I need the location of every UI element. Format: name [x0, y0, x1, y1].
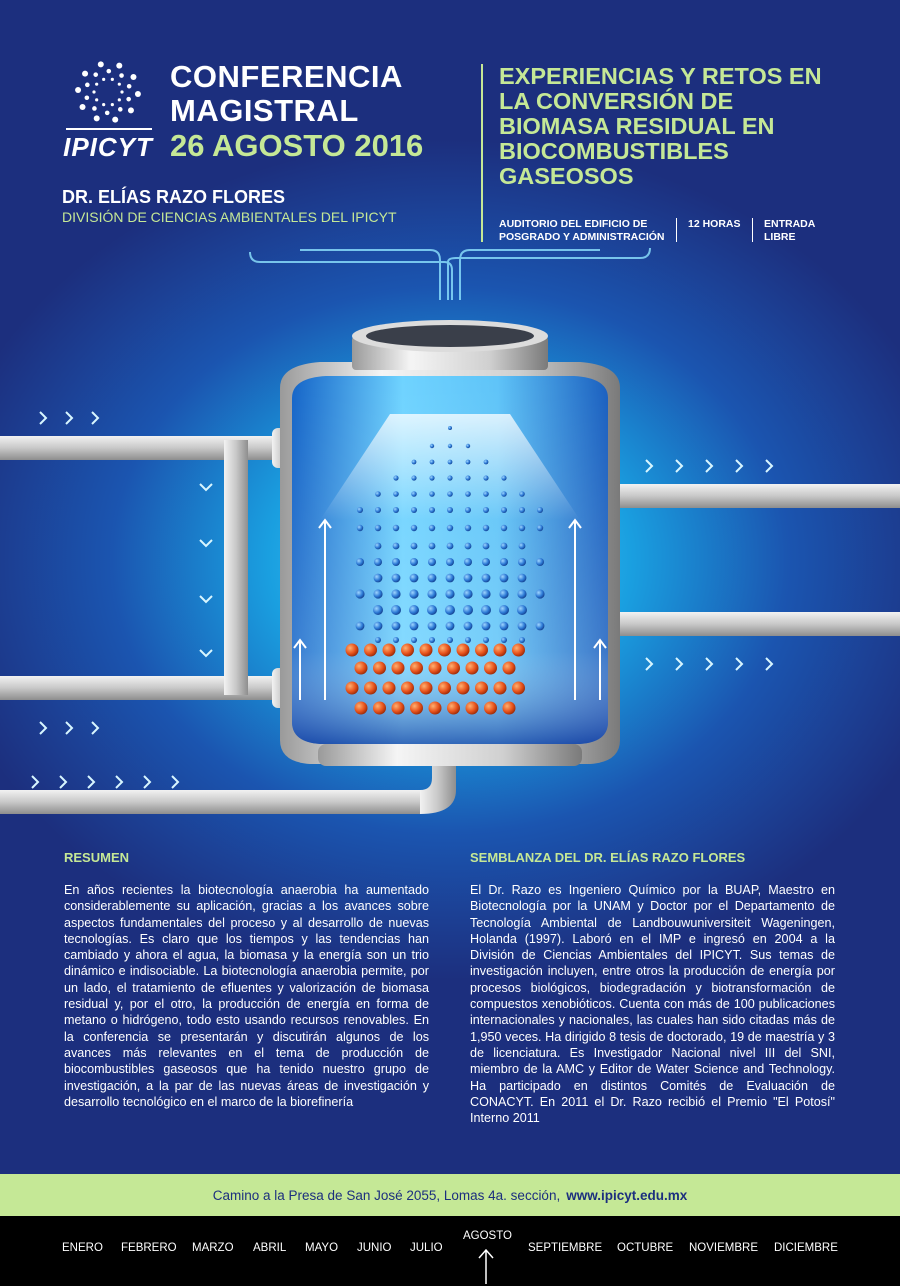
info-separator — [752, 218, 753, 242]
gas-bubble — [374, 574, 383, 583]
logo-dot — [118, 83, 121, 86]
gas-bubble — [518, 622, 527, 631]
gas-bubble — [501, 507, 507, 513]
gas-bubble — [501, 475, 506, 480]
gas-bubble — [430, 460, 435, 465]
gas-bubble — [500, 622, 509, 631]
month-enero: ENERO — [62, 1242, 103, 1254]
entry-info — [764, 218, 815, 244]
gas-bubble — [412, 460, 417, 465]
gas-bubble — [536, 558, 544, 566]
biomass-particle — [447, 702, 460, 715]
gas-bubble — [482, 574, 491, 583]
logo-dot — [82, 71, 88, 77]
biomass-particle — [410, 702, 423, 715]
gas-bubble — [483, 475, 488, 480]
logo-dot — [106, 69, 111, 74]
gas-bubble — [393, 507, 399, 513]
gas-bubble — [535, 589, 544, 598]
venue-line1: AUDITORIO DEL EDIFICIO DE — [499, 218, 648, 230]
header-divider — [481, 64, 483, 242]
biomass-particle — [346, 644, 359, 657]
gas-bubble — [448, 460, 453, 465]
gas-bubble — [393, 475, 398, 480]
biomass-particle — [410, 662, 423, 675]
gas-bubble — [373, 605, 383, 615]
biomass-particle — [373, 662, 386, 675]
gas-bubble — [463, 589, 472, 598]
gas-bubble — [411, 543, 418, 550]
gas-bubble — [393, 525, 399, 531]
gas-bubble — [428, 574, 437, 583]
gas-bubble — [481, 589, 490, 598]
logo-dot — [92, 106, 97, 111]
logo-dot — [130, 74, 136, 80]
logo-dot — [102, 78, 105, 81]
gas-bubble — [429, 637, 435, 643]
gas-bubble — [483, 637, 489, 643]
gas-bubble — [393, 491, 399, 497]
conference-label-line2: MAGISTRAL — [170, 93, 359, 128]
logo-dot — [98, 61, 104, 67]
logo-dot — [118, 98, 121, 101]
gas-bubble — [392, 574, 401, 583]
biomass-particle — [438, 682, 451, 695]
gas-bubble — [463, 605, 473, 615]
gas-bubble — [483, 507, 489, 513]
biomass-particle — [503, 702, 516, 715]
logo-dot — [111, 78, 114, 81]
talk-title: EXPERIENCIAS Y RETOS EN LA CONVERSIÓN DE BIOMASA RESIDUAL EN BIOCOMBUSTIBLES GASEOSOS — [499, 63, 822, 189]
gas-bubble — [410, 574, 419, 583]
gas-bubble — [483, 543, 490, 550]
logo-dot — [105, 111, 110, 116]
biomass-particle — [438, 644, 451, 657]
info-separator — [676, 218, 677, 242]
biomass-particle — [401, 682, 414, 695]
gas-bubble — [483, 525, 489, 531]
gas-bubble — [430, 444, 434, 448]
biomass-particle — [364, 682, 377, 695]
gas-bubble — [427, 589, 436, 598]
gas-bubble — [411, 491, 417, 497]
biomass-particle — [466, 662, 479, 675]
gas-bubble — [445, 589, 454, 598]
gas-bubble — [517, 605, 527, 615]
logo-dot — [85, 83, 90, 88]
gas-bubble — [411, 637, 417, 643]
biomass-particle — [401, 644, 414, 657]
gas-bubble — [411, 507, 417, 513]
biomass-particle — [429, 662, 442, 675]
logo-dot — [95, 83, 98, 86]
biomass-particle — [512, 682, 525, 695]
gas-bubble — [465, 543, 472, 550]
gas-bubble — [519, 525, 525, 531]
gas-bubble — [519, 543, 526, 550]
entry-line1: ENTRADA — [764, 218, 816, 230]
gas-bubble — [482, 622, 491, 631]
gas-bubble — [375, 525, 381, 531]
gas-bubble — [448, 444, 452, 448]
gas-bubble — [429, 491, 435, 497]
gas-bubble — [465, 637, 471, 643]
gas-bubble — [519, 507, 525, 513]
venue-line2: POSGRADO Y ADMINISTRACIÓN — [499, 231, 665, 243]
gas-bubble — [373, 589, 382, 598]
biomass-particle — [346, 682, 359, 695]
gas-bubble — [410, 622, 419, 631]
event-date: 26 AGOSTO 2016 — [170, 128, 424, 163]
gas-bubble — [466, 460, 471, 465]
gas-bubble — [357, 507, 363, 513]
gas-bubble — [499, 589, 508, 598]
gas-bubble — [375, 543, 382, 550]
gas-bubble — [447, 637, 453, 643]
month-noviembre: NOVIEMBRE — [689, 1242, 759, 1254]
speaker-division: DIVISIÓN DE CIENCIAS AMBIENTALES DEL IPICYT — [62, 209, 397, 225]
logo-dot — [111, 103, 114, 106]
gas-bubble — [446, 574, 455, 583]
logo-dot — [112, 117, 118, 123]
gas-bubble — [409, 589, 418, 598]
gas-bubble — [375, 637, 381, 643]
biomass-particle — [503, 662, 516, 675]
gas-bubble — [429, 507, 435, 513]
gas-bubble — [537, 525, 543, 531]
gas-bubble — [356, 622, 365, 631]
logo-dot — [75, 87, 81, 93]
gas-bubble — [499, 605, 509, 615]
biomass-particle — [512, 644, 525, 657]
month-febrero: FEBRERO — [121, 1242, 177, 1254]
gas-bubble — [429, 543, 436, 550]
gas-bubble — [374, 558, 382, 566]
gas-bubble — [465, 491, 471, 497]
gas-bubble — [483, 491, 489, 497]
gas-bubble — [355, 589, 364, 598]
gas-bubble — [519, 491, 525, 497]
gas-bubble — [391, 589, 400, 598]
biomass-particle — [392, 702, 405, 715]
gas-bubble — [501, 525, 507, 531]
months-timeline — [0, 1216, 900, 1286]
entry-line2: LIBRE — [764, 231, 796, 243]
gas-bubble — [536, 622, 545, 631]
gas-bubble — [375, 491, 381, 497]
speaker-name: DR. ELÍAS RAZO FLORES — [62, 187, 286, 207]
logo-dot — [126, 97, 131, 102]
gas-bubble — [484, 460, 489, 465]
semblanza-text: El Dr. Razo es Ingeniero Químico por la BUAP, Maestro en Biotecnología por la UNAM y Doctor por el Departamento de Tecnología Ambiental de Landbouwuniversiteit Wageningen, Holanda (1997). Laboró en el IMP e ingresó en 2004 a la División de Ciencias Ambientales del IPICYT. Sus temas de investigación incluyen, entre otros la producción de energía por procesos biológicos, biodegradación y biotransformación de compuestos xenobióticos. Cuenta con más de 100 publicaciones internacionales y nacionales, las cuales han sido citadas más de 1,950 veces. Ha dirigido 8 tesis de doctorado, 19 de maestría y 3 de licenciatura. Es Investigador Nacional nivel III del SNI, miembro de la AMC y Editor de Water Science and Technology. Ha participado en distintos Comités de Evaluación de CONACYT. En 2011 el Dr. Razo recibió el Premio "El Potosí" Interno 2011 — [470, 883, 835, 1126]
gas-bubble — [517, 589, 526, 598]
gas-bubble — [375, 507, 381, 513]
logo-dot — [135, 91, 141, 97]
biomass-particle — [475, 644, 488, 657]
logo-text: IPICYT — [63, 132, 153, 162]
gas-bubble — [391, 605, 401, 615]
gas-bubble — [465, 525, 471, 531]
gas-bubble — [464, 622, 473, 631]
biomass-particle — [364, 644, 377, 657]
month-mayo: MAYO — [305, 1242, 339, 1254]
gas-bubble — [482, 558, 490, 566]
biomass-particle — [475, 682, 488, 695]
logo-dot — [92, 90, 95, 93]
gas-bubble — [518, 558, 526, 566]
biomass-particle — [447, 662, 460, 675]
biomass-particle — [420, 644, 433, 657]
spiral-dots-icon — [62, 58, 154, 128]
gas-bubble — [411, 525, 417, 531]
month-marzo: MARZO — [192, 1242, 234, 1254]
gas-bubble — [448, 426, 452, 430]
biomass-particle — [355, 702, 368, 715]
address-bar — [0, 1174, 900, 1216]
gas-bubble — [447, 491, 453, 497]
biomass-particle — [429, 702, 442, 715]
gas-bubble — [501, 637, 507, 643]
logo-dot — [94, 115, 100, 121]
month-octubre: OCTUBRE — [617, 1242, 674, 1254]
logo-dot — [119, 73, 124, 78]
gas-bubble — [518, 574, 527, 583]
gas-bubble — [500, 558, 508, 566]
logo-dot — [120, 90, 123, 93]
gas-bubble — [501, 491, 507, 497]
gas-bubble — [481, 605, 491, 615]
month-septiembre: SEPTIEMBRE — [528, 1242, 603, 1254]
gas-bubble — [410, 558, 418, 566]
biomass-particle — [457, 682, 470, 695]
gas-bubble — [500, 574, 509, 583]
logo-dot — [93, 72, 98, 77]
gas-bubble — [429, 525, 435, 531]
biomass-particle — [494, 644, 507, 657]
gas-bubble — [429, 475, 434, 480]
logo-dot — [116, 63, 122, 69]
ipicyt-logo — [62, 58, 154, 168]
gas-bubble — [392, 622, 401, 631]
gas-bubble — [446, 558, 454, 566]
resumen-text: En años recientes la biotecnología anaerobia ha aumentado considerablemente su aplicación, gracias a los avances sobre aspectos fundamentales del proceso y al desarrollo de nuevas tecnologías. Es claro que los tiempos y las tendencias han cambiado y ahora el agua, la biomasa y la energía son un trio dinámico e indisociable. La biotecnología anaerobia permite, por un lado, el tratamiento de efluentes y valorización de biomasa residual y, por el otro, la producción de energía en forma de metano o hidrógeno, todo esto usando recursos renovables. En la conferencia se presentarán y discutirán algunos de los avances más relevantes en el tema de producción de biocombustibles gaseosos que ha tenido nuestro grupo de investigación, a la par de las nuevas áreas de investigación y desarrollo tecnológico en el marco de la biorefinería — [64, 883, 429, 1109]
gas-bubble — [374, 622, 383, 631]
gas-bubble — [447, 525, 453, 531]
biomass-particle — [373, 702, 386, 715]
venue — [499, 218, 665, 244]
gas-bubble — [393, 637, 399, 643]
biomass-particle — [383, 644, 396, 657]
gas-bubble — [464, 574, 473, 583]
website-link[interactable]: www.ipicyt.edu.mx — [566, 1187, 688, 1203]
month-diciembre: DICIEMBRE — [774, 1242, 838, 1254]
gas-bubble — [356, 558, 364, 566]
logo-dot — [85, 95, 90, 100]
gas-bubble — [411, 475, 416, 480]
logo-dot — [127, 84, 132, 89]
month-abril: ABRIL — [253, 1242, 287, 1254]
biomass-particle — [420, 682, 433, 695]
address-text: Camino a la Presa de San José 2055, Lomas 4a. sección, — [212, 1187, 561, 1203]
gas-bubble — [519, 637, 525, 643]
resumen-heading: RESUMEN — [64, 850, 130, 865]
gas-bubble — [428, 558, 436, 566]
biomass-particle — [484, 702, 497, 715]
biomass-particle — [457, 644, 470, 657]
logo-dot — [102, 103, 105, 106]
gas-bubble — [465, 475, 470, 480]
gas-bubble — [501, 543, 508, 550]
gas-bubble — [393, 543, 400, 550]
biomass-particle — [494, 682, 507, 695]
biomass-particle — [383, 682, 396, 695]
gas-bubble — [464, 558, 472, 566]
biomass-particle — [466, 702, 479, 715]
event-time: 12 HORAS — [688, 218, 741, 230]
month-agosto-current: AGOSTO — [463, 1230, 512, 1242]
month-junio: JUNIO — [357, 1242, 392, 1254]
current-month-arrow-icon — [476, 1248, 496, 1284]
gas-bubble — [465, 507, 471, 513]
conference-label-line1: CONFERENCIA — [170, 59, 403, 94]
biomass-particle — [484, 662, 497, 675]
logo-dot — [80, 104, 86, 110]
gas-bubble — [409, 605, 419, 615]
gas-bubble — [428, 622, 437, 631]
logo-dot — [95, 98, 98, 101]
gas-bubble — [447, 543, 454, 550]
gas-bubble — [392, 558, 400, 566]
gas-bubble — [447, 475, 452, 480]
month-julio: JULIO — [410, 1242, 443, 1254]
gas-bubble — [447, 507, 453, 513]
gas-bubble — [427, 605, 437, 615]
biomass-particle — [392, 662, 405, 675]
semblanza-heading: SEMBLANZA DEL DR. ELÍAS RAZO FLORES — [470, 850, 746, 865]
logo-divider — [66, 128, 152, 130]
gas-bubble — [466, 444, 470, 448]
gas-bubble — [537, 507, 543, 513]
logo-dot — [128, 107, 134, 113]
gas-bubble — [446, 622, 455, 631]
logo-dot — [118, 107, 123, 112]
gas-bubble — [445, 605, 455, 615]
gas-bubble — [357, 525, 363, 531]
biomass-particle — [355, 662, 368, 675]
